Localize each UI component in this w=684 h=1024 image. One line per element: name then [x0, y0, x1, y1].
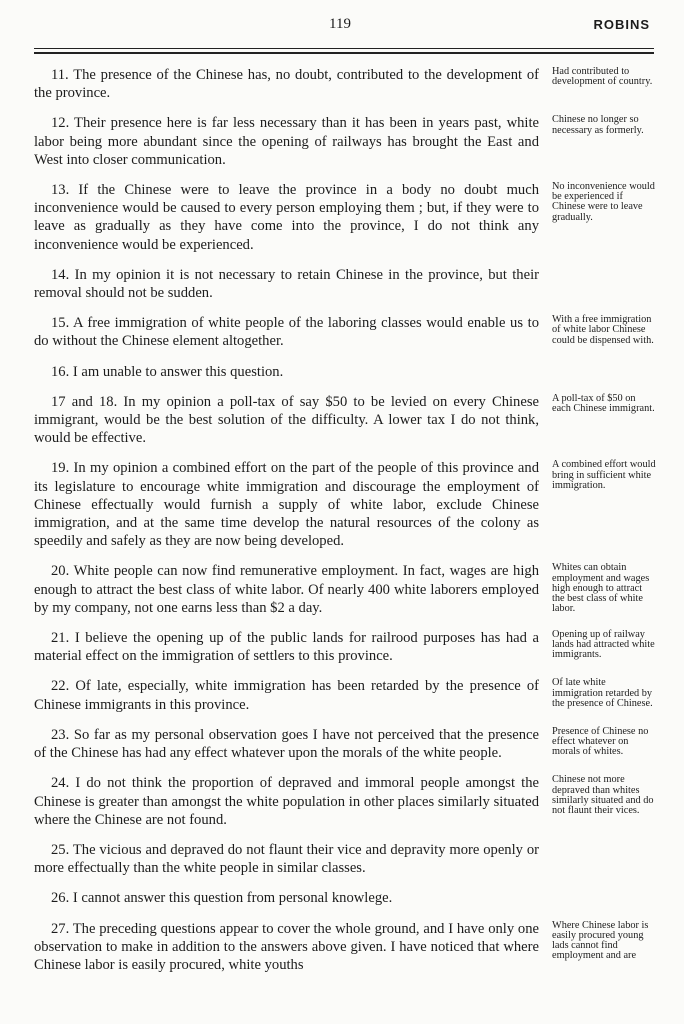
answer-14	[34, 266, 654, 302]
page-body	[34, 66, 654, 986]
answer-text: 16. I am unable to answer this question.	[51, 363, 284, 380]
answer-24	[34, 774, 654, 829]
answer-19	[34, 459, 654, 550]
margin-note: Where Chinese labor is easily procured young lads cannot find employment and are	[552, 919, 649, 962]
answer-text: 22. Of late, especially, white immigration has been retarded by the presence of Chinese immigrants in this province.	[34, 678, 539, 713]
answer-text: 17 and 18. In my opinion a poll-tax of say $50 to be levied on every Chinese immigrant, would be the best solution of the difficulty. A lower tax I do not think, would be effective.	[34, 393, 539, 447]
answer-text: 26. I cannot answer this question from personal knowlege.	[51, 890, 393, 907]
answer-25	[34, 841, 654, 877]
margin-note: Had contributed to development of country.	[552, 66, 653, 88]
margin-note: A combined effort would bring in sufficient white immigration.	[552, 459, 656, 491]
answer-23	[34, 726, 654, 762]
answer-16	[34, 363, 654, 381]
answer-12	[34, 114, 654, 169]
margin-note: Whites can obtain employment and wages high enough to attract the best class of white labor.	[552, 562, 650, 615]
answer-27	[34, 920, 654, 975]
answer-11	[34, 66, 654, 102]
answer-text: 13. If the Chinese were to leave the province in a body no doubt much inconvenience would be caused to every person employing them ; but, if they were to leave as gradually as they have come into the province, I do not think any inconvenience would be experienced.	[34, 182, 539, 253]
margin-note: Presence of Chinese no effect whatever on morals of whites.	[552, 725, 649, 758]
page-number: 119	[329, 16, 351, 32]
answer-text: 21. I believe the opening up of the public lands for railrood purposes has had a material effect on the immigration of settlers to this province.	[34, 630, 539, 665]
answer-text: 20. White people can now find remunerative employment. In fact, wages are high enough to attract the best class of white labor. Of nearly 400 white laborers employed by my company, not one earns less than $2 a day.	[34, 563, 539, 616]
header-rule-thick	[34, 52, 654, 54]
running-head: ROBINS	[593, 17, 650, 32]
margin-note: A poll-tax of $50 on each Chinese immigrant.	[552, 392, 655, 415]
answer-22	[34, 677, 654, 713]
answer-17-18	[34, 393, 654, 448]
answer-text: 12. Their presence here is far less necessary than it has been in years past, white labor being more abundant since the opening of railways has brought the East and West into closer communication.	[34, 115, 539, 168]
answer-text: 11. The presence of the Chinese has, no doubt, contributed to the development of the province.	[34, 67, 539, 102]
answer-text: 14. In my opinion it is not necessary to retain Chinese in the province, but their removal should not be sudden.	[34, 266, 539, 302]
answer-26	[34, 889, 654, 907]
margin-note: Opening up of railway lands had attracted white immigrants.	[552, 629, 655, 661]
answer-text: 19. In my opinion a combined effort on the part of the people of this province and its legislature to encourage white immigration and discourage the employment of Chinese effectually would furnish a supply of white labor, exclude Chinese immigration, and at the same time develop the natural resources of the colony as speedily and safely as they are now being developed.	[34, 460, 539, 550]
answer-text: 24. I do not think the proportion of depraved and immoral people amongst the Chinese is greater than amongst the white population in other places similarly situated where the Chinese are not found.	[34, 775, 539, 828]
header-rule	[34, 48, 654, 49]
margin-note: Of late white immigration retarded by the presence of Chinese.	[552, 677, 653, 709]
margin-note: Chinese not more depraved than whites similarly situated and do not flaunt their vices.	[552, 774, 654, 816]
answer-text: 23. So far as my personal observation goes I have not perceived that the presence of the Chinese has had any effect whatever upon the morals of the white people.	[34, 726, 539, 762]
answer-13	[34, 181, 654, 254]
margin-note: No inconvenience would be experienced if Chinese were to leave gradually.	[552, 181, 655, 223]
margin-note: With a free immigration of white labor Chinese could be dispensed with.	[552, 314, 654, 346]
margin-note: Chinese no longer so necessary as formerly.	[552, 114, 644, 136]
answer-21	[34, 629, 654, 665]
answer-20	[34, 562, 654, 617]
answer-15	[34, 314, 654, 350]
answer-text: 15. A free immigration of white people of the laboring classes would enable us to do without the Chinese element altogether.	[34, 315, 539, 350]
answer-text: 27. The preceding questions appear to cover the whole ground, and I have only one observation to make in addition to the answers above given. I have noticed that where Chinese labor is easily procured, white youths	[34, 920, 539, 973]
answer-text: 25. The vicious and depraved do not flaunt their vice and depravity more openly or more effectually than the white people in similar classes.	[34, 841, 539, 877]
